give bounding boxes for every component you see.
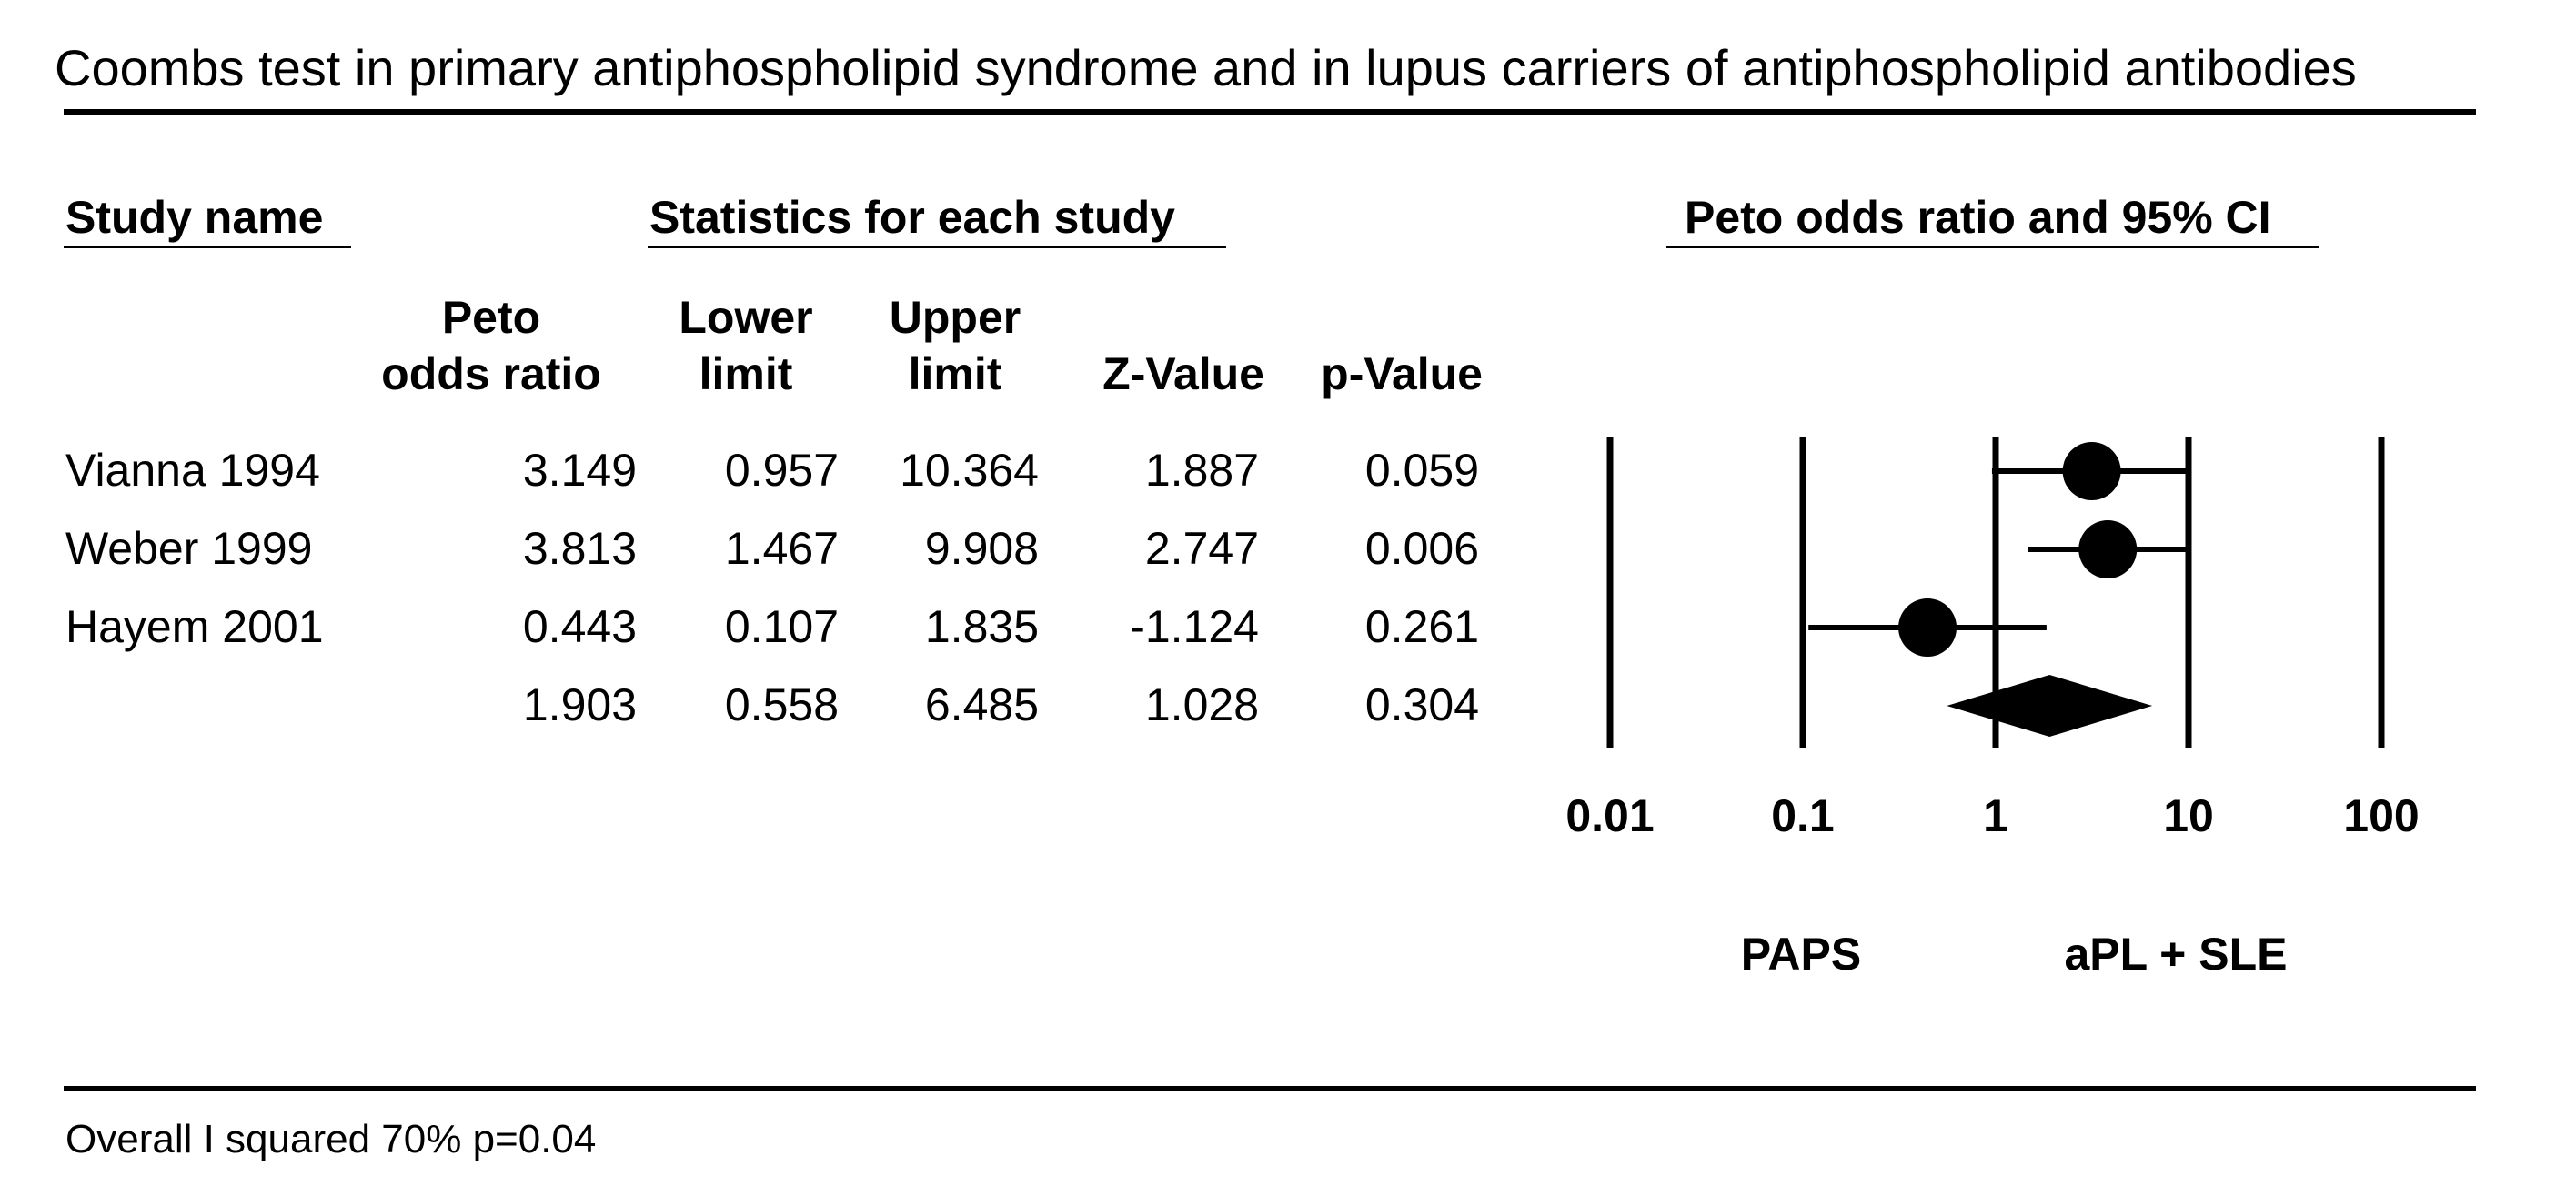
cell-z-value: 1.887 <box>1144 445 1259 496</box>
col-header-peto-line1: Peto <box>441 292 541 343</box>
point-estimate-marker <box>2063 442 2121 500</box>
cell-peto-or: 1.903 <box>522 679 637 730</box>
page-title: Coombs test in primary antiphospholipid syndrome and in lupus carriers of antiphospholipid antibodies <box>55 39 2357 96</box>
col-header-upper-line2: limit <box>908 348 1002 399</box>
col-header-peto-line2: odds ratio <box>381 348 601 399</box>
cell-lower-limit: 0.558 <box>724 679 839 730</box>
cell-peto-or: 3.149 <box>522 445 637 496</box>
cell-peto-or: 3.813 <box>522 523 637 574</box>
header-plot: Peto odds ratio and 95% CI <box>1685 192 2271 243</box>
cell-p-value: 0.261 <box>1364 601 1479 652</box>
cell-lower-limit: 0.107 <box>724 601 839 652</box>
cell-peto-or: 0.443 <box>522 601 637 652</box>
axis-tick-label: 0.01 <box>1565 790 1655 841</box>
cell-upper-limit: 1.835 <box>924 601 1039 652</box>
col-header-upper-line1: Upper <box>889 292 1021 343</box>
point-estimate-marker <box>2078 520 2137 578</box>
cell-z-value: 1.028 <box>1144 679 1259 730</box>
header-statistics: Statistics for each study <box>649 192 1175 243</box>
cell-upper-limit: 6.485 <box>924 679 1039 730</box>
bottom-rule <box>64 1086 2476 1091</box>
axis-tick-label: 1 <box>1983 790 2008 841</box>
axis-tick-label: 0.1 <box>1771 790 1835 841</box>
cell-study-name: Vianna 1994 <box>65 445 320 496</box>
header-study-name: Study name <box>65 192 324 243</box>
cell-upper-limit: 9.908 <box>924 523 1039 574</box>
cell-study-name: Weber 1999 <box>65 523 313 574</box>
favours-left-label: PAPS <box>1740 929 1862 980</box>
cell-p-value: 0.304 <box>1364 679 1479 730</box>
col-header-lower-line2: limit <box>699 348 793 399</box>
footer-note: Overall I squared 70% p=0.04 <box>65 1117 597 1161</box>
axis-tick-label: 100 <box>2343 790 2420 841</box>
cell-z-value: 2.747 <box>1144 523 1259 574</box>
cell-lower-limit: 1.467 <box>724 523 839 574</box>
summary-diamond <box>1947 675 2152 737</box>
cell-p-value: 0.059 <box>1364 445 1479 496</box>
point-estimate-marker <box>1898 598 1957 657</box>
cell-lower-limit: 0.957 <box>724 445 839 496</box>
cell-z-value: -1.124 <box>1130 601 1259 652</box>
col-header-z: Z-Value <box>1102 348 1264 399</box>
col-header-p: p-Value <box>1321 348 1483 399</box>
cell-upper-limit: 10.364 <box>900 445 1039 496</box>
col-header-lower-line1: Lower <box>679 292 813 343</box>
favours-right-label: aPL + SLE <box>2064 929 2288 980</box>
cell-p-value: 0.006 <box>1364 523 1479 574</box>
cell-study-name: Hayem 2001 <box>65 601 324 652</box>
axis-tick-label: 10 <box>2163 790 2214 841</box>
